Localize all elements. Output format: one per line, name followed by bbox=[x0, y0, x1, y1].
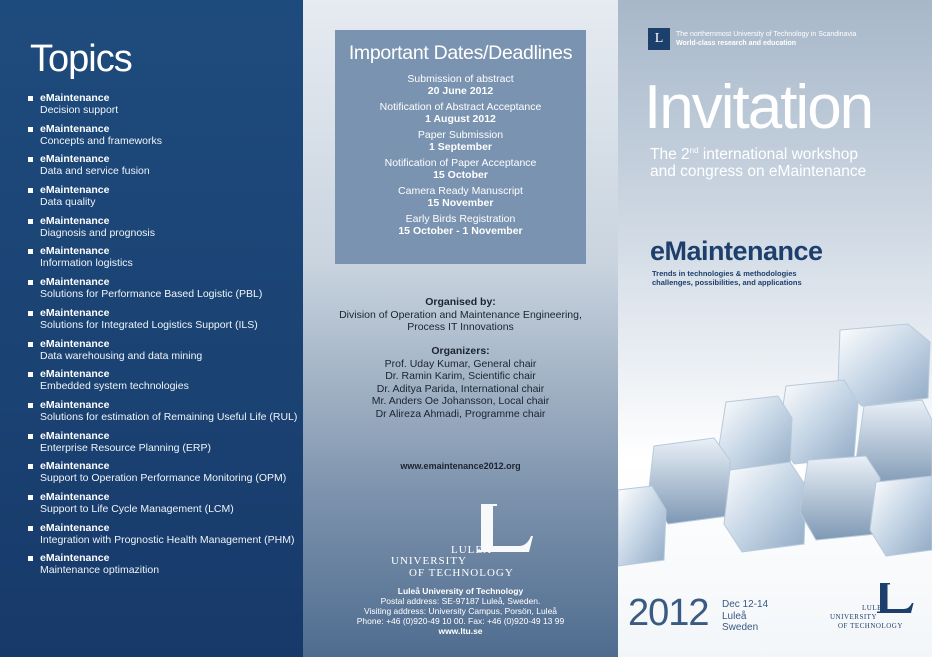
univ-line1: The northernmost University of Technology in Scandinavia bbox=[676, 31, 857, 38]
address-name: Luleå University of Technology bbox=[397, 586, 524, 596]
topic-item bbox=[28, 338, 298, 369]
topic-title: eMaintenance bbox=[40, 521, 110, 534]
topic-subtitle: Maintenance optimazition bbox=[40, 564, 160, 577]
address-phone: Phone: +46 (0)920-49 10 00. Fax: +46 (0)920-49 13 99 bbox=[356, 616, 565, 626]
dates-box bbox=[335, 30, 586, 264]
topic-title: eMaintenance bbox=[40, 429, 110, 442]
bullet-square-icon bbox=[28, 495, 33, 500]
topic-subtitle: Solutions for Performance Based Logistic (PBL) bbox=[40, 288, 263, 301]
topic-subtitle: Concepts and frameworks bbox=[40, 134, 162, 147]
date-item bbox=[335, 213, 586, 237]
date-item bbox=[335, 185, 586, 209]
topic-subtitle: Enterprise Resource Planning (ERP) bbox=[40, 441, 211, 454]
date-label: Paper Submission bbox=[417, 129, 504, 141]
topic-title: eMaintenance bbox=[40, 153, 110, 166]
topic-subtitle: Decision support bbox=[40, 104, 119, 116]
topic-item bbox=[28, 307, 298, 338]
bullet-square-icon bbox=[28, 280, 33, 285]
organizer-line: Dr Alireza Ahmadi, Programme chair bbox=[375, 407, 546, 420]
workshop-pre: The 2 bbox=[650, 146, 690, 164]
bullet-square-icon bbox=[28, 526, 33, 531]
bullet-square-icon bbox=[28, 372, 33, 377]
topic-title: eMaintenance bbox=[40, 92, 110, 104]
topic-item bbox=[28, 153, 298, 184]
event-year: 2012 bbox=[628, 592, 709, 634]
topic-title: eMaintenance bbox=[40, 184, 110, 197]
l-box-icon: L bbox=[648, 28, 670, 50]
ice-cube bbox=[724, 462, 806, 552]
logo-line3: OF TECHNOLOGY bbox=[409, 567, 514, 579]
topic-subtitle: Solutions for estimation of Remaining Useful Life (RUL) bbox=[40, 410, 298, 423]
address-postal: Postal address: SE-97187 Luleå, Sweden. bbox=[380, 596, 541, 606]
date-label: Camera Ready Manuscript bbox=[398, 185, 523, 197]
topic-subtitle: Embedded system technologies bbox=[40, 380, 189, 393]
website-link[interactable]: www.emaintenance2012.org bbox=[400, 461, 521, 471]
tagline-line2: challenges, possibilities, and applications bbox=[652, 278, 802, 287]
topic-subtitle: Data and service fusion bbox=[40, 165, 150, 178]
date-item bbox=[335, 157, 586, 181]
bullet-square-icon bbox=[28, 219, 33, 224]
info-panel bbox=[303, 0, 618, 657]
organizer-line: Dr. Ramin Karim, Scientific chair bbox=[385, 370, 536, 382]
topic-item bbox=[28, 215, 298, 246]
topic-item bbox=[28, 368, 298, 399]
ice-cube bbox=[870, 476, 932, 556]
workshop-post: international workshop bbox=[698, 146, 858, 164]
logo-small-line1: LULEÅ bbox=[862, 604, 888, 612]
date-value: 15 November bbox=[427, 197, 494, 209]
emaintenance-tagline bbox=[652, 269, 802, 287]
topic-item bbox=[28, 430, 298, 461]
bullet-square-icon bbox=[28, 127, 33, 132]
topics-title: Topics bbox=[30, 38, 132, 80]
logo-line1: LULEÅ bbox=[451, 544, 493, 556]
topic-item bbox=[28, 522, 298, 553]
organizers-heading: Organizers: bbox=[431, 345, 490, 357]
organizer-line: Prof. Uday Kumar, General chair bbox=[384, 357, 537, 370]
topic-item bbox=[28, 552, 298, 583]
topic-subtitle: Diagnosis and prognosis bbox=[40, 226, 155, 239]
university-logo-small bbox=[830, 582, 920, 632]
organised-line: Division of Operation and Maintenance Engineering, bbox=[339, 308, 582, 321]
date-value: 1 September bbox=[428, 141, 493, 153]
date-value: 1 August 2012 bbox=[425, 113, 496, 125]
date-label: Notification of Paper Acceptance bbox=[384, 157, 537, 169]
dates-list bbox=[335, 73, 586, 237]
bullet-square-icon bbox=[28, 188, 33, 193]
event-date: Dec 12-14 bbox=[722, 599, 769, 610]
date-item bbox=[335, 101, 586, 125]
organizers bbox=[303, 345, 618, 420]
topic-subtitle: Data quality bbox=[40, 196, 96, 209]
topic-item bbox=[28, 276, 298, 307]
event-details bbox=[722, 599, 768, 634]
address-block bbox=[303, 586, 618, 636]
bullet-square-icon bbox=[28, 403, 33, 408]
ice-cube bbox=[800, 456, 880, 540]
logo-line2: UNIVERSITY bbox=[391, 555, 467, 567]
bullet-square-icon bbox=[28, 464, 33, 469]
topic-subtitle: Data warehousing and data mining bbox=[40, 349, 203, 362]
topic-title: eMaintenance bbox=[40, 490, 110, 503]
workshop-subtitle bbox=[650, 142, 866, 180]
topic-title: eMaintenance bbox=[40, 245, 110, 258]
date-label: Notification of Abstract Acceptance bbox=[379, 101, 542, 113]
bullet-square-icon bbox=[28, 342, 33, 347]
topic-title: eMaintenance bbox=[40, 276, 110, 289]
topic-title: eMaintenance bbox=[40, 460, 110, 473]
logo-small-line2: UNIVERSITY bbox=[830, 613, 877, 621]
topic-item bbox=[28, 123, 298, 154]
emaintenance-logo: eMaintenance bbox=[650, 236, 823, 266]
dates-title: Important Dates/Deadlines bbox=[348, 42, 573, 64]
topic-subtitle: Information logistics bbox=[40, 257, 133, 270]
bullet-square-icon bbox=[28, 556, 33, 561]
address-web[interactable]: www.ltu.se bbox=[438, 626, 483, 636]
topics-list bbox=[28, 92, 298, 583]
logo-small-line3: OF TECHNOLOGY bbox=[838, 622, 903, 630]
topic-item bbox=[28, 184, 298, 215]
date-value: 15 October - 1 November bbox=[398, 225, 523, 237]
tagline-line1: Trends in technologies & methodologies bbox=[652, 269, 797, 278]
univ-line2: World-class research and education bbox=[676, 40, 797, 47]
invitation-title: Invitation bbox=[644, 73, 873, 142]
topic-item bbox=[28, 460, 298, 491]
date-item bbox=[335, 73, 586, 97]
workshop-sup: nd bbox=[689, 146, 699, 155]
topic-title: eMaintenance bbox=[40, 398, 110, 411]
topic-item bbox=[28, 399, 298, 430]
bullet-square-icon bbox=[28, 157, 33, 162]
topic-title: eMaintenance bbox=[40, 552, 110, 565]
topic-subtitle: Integration with Prognostic Health Management (PHM) bbox=[40, 533, 295, 546]
topic-title: eMaintenance bbox=[40, 368, 110, 381]
date-value: 15 October bbox=[433, 169, 488, 181]
topic-title: eMaintenance bbox=[40, 306, 110, 319]
bullet-square-icon bbox=[28, 249, 33, 254]
topic-subtitle: Support to Life Cycle Management (LCM) bbox=[40, 502, 234, 515]
organised-heading: Organised by: bbox=[425, 296, 496, 308]
topic-item bbox=[28, 491, 298, 522]
organizer-line: Mr. Anders Oe Johansson, Local chair bbox=[371, 395, 550, 407]
topic-title: eMaintenance bbox=[40, 214, 110, 227]
address-visiting: Visiting address: University Campus, Porsön, Luleå bbox=[363, 606, 558, 616]
bullet-square-icon bbox=[28, 96, 33, 101]
bullet-square-icon bbox=[28, 311, 33, 316]
date-label: Submission of abstract bbox=[407, 73, 514, 85]
university-logo bbox=[391, 502, 541, 582]
topic-title: eMaintenance bbox=[40, 122, 110, 135]
date-value: 20 June 2012 bbox=[427, 85, 494, 97]
ice-cubes-image bbox=[618, 320, 932, 570]
topics-panel bbox=[0, 0, 303, 657]
date-label: Early Birds Registration bbox=[405, 213, 516, 225]
bullet-square-icon bbox=[28, 434, 33, 439]
event-country: Sweden bbox=[722, 622, 759, 633]
ice-cube bbox=[618, 486, 666, 566]
organizer-line: Dr. Aditya Parida, International chair bbox=[376, 382, 545, 395]
topic-item bbox=[28, 245, 298, 276]
topic-title: eMaintenance bbox=[40, 337, 110, 350]
university-tagline bbox=[676, 30, 906, 48]
workshop-line2: and congress on eMaintenance bbox=[650, 163, 867, 181]
organised-line: Process IT Innovations bbox=[407, 321, 514, 333]
cover-panel bbox=[618, 0, 932, 657]
organised-by bbox=[303, 296, 618, 334]
event-city: Luleå bbox=[722, 610, 747, 622]
date-item bbox=[335, 129, 586, 153]
topic-item bbox=[28, 92, 298, 123]
topic-subtitle: Solutions for Integrated Logistics Support (ILS) bbox=[40, 318, 258, 331]
topic-subtitle: Support to Operation Performance Monitoring (OPM) bbox=[40, 472, 287, 485]
